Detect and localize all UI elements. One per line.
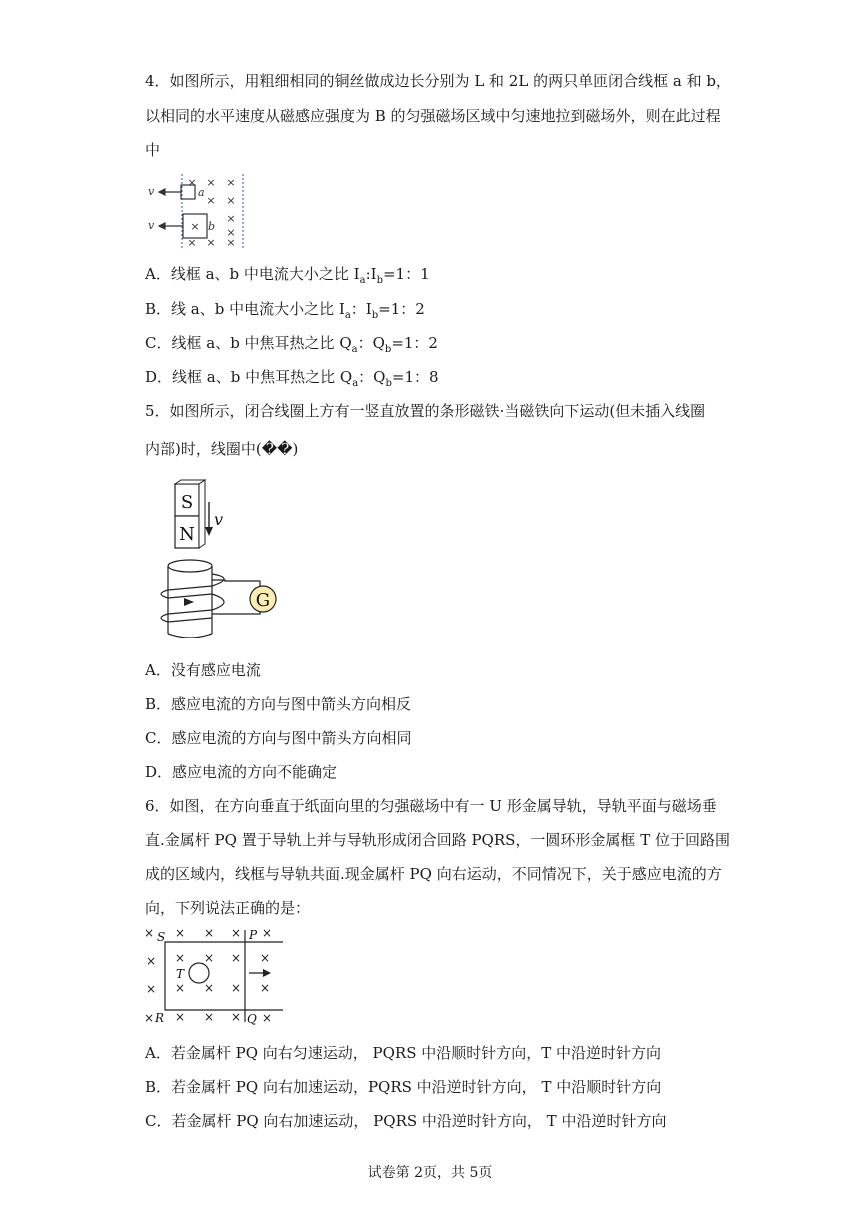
svg-text:×: × (143, 926, 155, 940)
svg-text:×: × (206, 194, 216, 207)
svg-text:×: × (143, 1011, 155, 1025)
q5-current-arrow (184, 598, 194, 606)
q5-velocity-label: v (214, 510, 224, 529)
q5-option-d: D．感应电流的方向不能确定 (145, 763, 338, 781)
q6-stem-line-3: 成的区域内，线框与导轨共面.现金属杆 PQ 向右运动，不同情况下，关于感应电流的方 (145, 865, 722, 883)
svg-text:×: × (230, 1010, 242, 1024)
q5-option-a: A．没有感应电流 (145, 661, 261, 679)
svg-text:×: × (226, 226, 236, 239)
svg-text:×: × (203, 951, 215, 965)
q5-stem-line-1: 5．如图所示，闭合线圈上方有一竖直放置的条形磁铁·当磁铁向下运动(但未插入线圈 (145, 402, 706, 420)
q4-label-a: a (198, 186, 205, 199)
svg-text:×: × (206, 176, 216, 189)
q4-option-c: C．线框 a、b 中焦耳热之比 $Q_a$：$Q_b=1$：2 (145, 334, 438, 355)
q6-option-c: C．若金属杆 PQ 向右加速运动， PQRS 中沿逆时针方向， T 中沿逆时针方向 (145, 1112, 667, 1130)
svg-text:×: × (203, 1010, 215, 1024)
svg-text:×: × (226, 212, 236, 225)
svg-text:×: × (226, 194, 236, 207)
q6-option-a: A．若金属杆 PQ 向右匀速运动， PQRS 中沿顺时针方向，T 中沿逆时针方向 (145, 1044, 662, 1062)
q6-option-b: B．若金属杆 PQ 向右加速运动，PQRS 中沿逆时针方向， T 中沿顺时针方向 (145, 1078, 662, 1096)
svg-text:×: × (259, 951, 271, 965)
q5-pole-s: S (180, 492, 194, 513)
svg-text:×: × (230, 981, 242, 995)
q4-option-b: B．线 a、b 中电流大小之比 $I_a$：$I_b=1$：2 (145, 300, 425, 321)
q4-stem-line-3: 中 (145, 141, 161, 159)
q4-stem-line-2: 以相同的水平速度从磁感应强度为 B 的匀强磁场区域中匀速地拉到磁场外，则在此过程 (145, 107, 721, 125)
q6-label-p: P (249, 928, 258, 942)
svg-text:×: × (174, 951, 186, 965)
q5-pole-n: N (179, 524, 195, 545)
q6-label-t: T (176, 967, 185, 981)
svg-text:×: × (230, 951, 242, 965)
svg-text:×: × (261, 926, 273, 940)
q4-v-bottom-label: v (148, 219, 155, 232)
svg-text:×: × (203, 981, 215, 995)
page-footer: 试卷第 2页，共 5页 (367, 1165, 493, 1181)
svg-text:×: × (174, 981, 186, 995)
q5-figure (150, 478, 285, 638)
q6-label-r: R (155, 1011, 165, 1025)
q6-label-s: S (157, 930, 166, 944)
q5-option-c: C．感应电流的方向与图中箭头方向相同 (145, 729, 412, 747)
q4-v-top-label: v (148, 185, 155, 198)
q5-galvanometer-label: G (255, 590, 271, 611)
svg-text:×: × (226, 236, 236, 249)
svg-text:×: × (174, 1010, 186, 1024)
q6-label-q: Q (247, 1012, 257, 1026)
q4-field-crosses (187, 176, 235, 249)
q4-label-b: b (208, 220, 216, 233)
q4-option-a: A．线框 a、b 中电流大小之比 $I_a:I_b=1$：1 (145, 265, 430, 286)
q4-figure (145, 172, 255, 252)
svg-text:×: × (226, 176, 236, 189)
q5-option-b: B．感应电流的方向与图中箭头方向相反 (145, 695, 412, 713)
q5-stem-line-2: 内部)时，线圈中(��) (145, 440, 299, 458)
q6-figure (143, 922, 288, 1027)
svg-text:×: × (190, 220, 200, 233)
svg-text:×: × (259, 981, 271, 995)
q6-stem-line-1: 6．如图，在方向垂直于纸面向里的匀强磁场中有一 U 形金属导轨，导轨平面与磁场垂 (145, 797, 717, 815)
q4-stem-line-1: 4．如图所示，用粗细相同的铜丝做成边长分别为 L 和 2L 的两只单匝闭合线框 a 和 b， (145, 72, 731, 90)
svg-text:×: × (174, 926, 186, 940)
svg-text:×: × (187, 176, 197, 189)
svg-text:×: × (203, 926, 215, 940)
q6-ring-t (189, 963, 209, 983)
q6-stem-line-4: 向，下列说法正确的是： (145, 899, 311, 917)
svg-text:×: × (261, 1011, 273, 1025)
svg-text:×: × (187, 236, 197, 249)
svg-text:×: × (145, 954, 157, 968)
svg-text:×: × (206, 236, 216, 249)
svg-text:×: × (145, 982, 157, 996)
q4-option-d: D．线框 a、b 中焦耳热之比 $Q_a$：$Q_b=1$：8 (145, 368, 439, 389)
q6-stem-line-2: 直.金属杆 PQ 置于导轨上并与导轨形成闭合回路 PQRS，一圆环形金属框 T 位于回路围 (145, 831, 730, 849)
svg-text:×: × (230, 926, 242, 940)
